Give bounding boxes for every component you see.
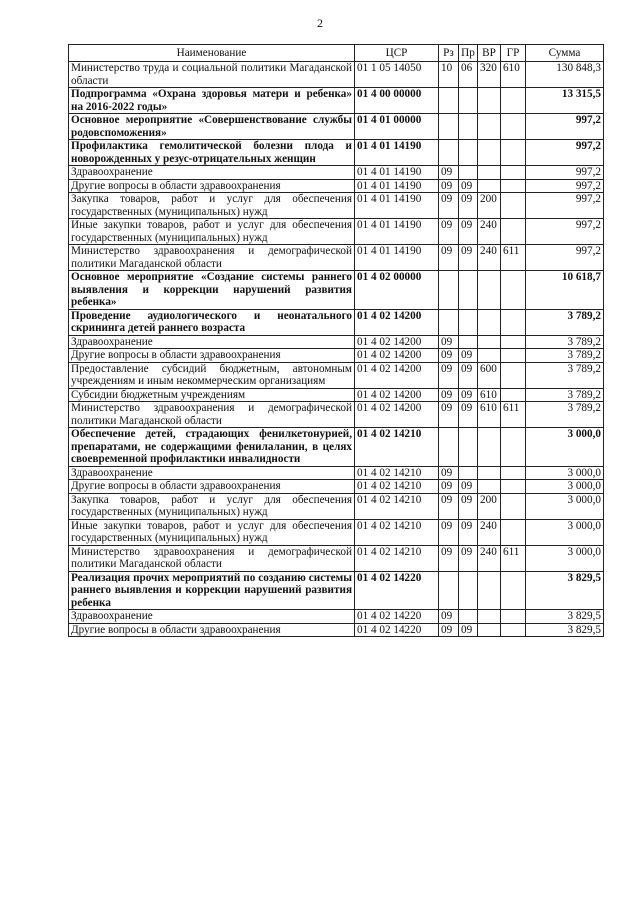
name-cell: Другие вопросы в области здравоохранения <box>69 179 355 193</box>
vr-cell <box>478 610 501 624</box>
sum-cell: 13 315,5 <box>526 88 604 114</box>
vr-cell: 240 <box>478 245 501 271</box>
gr-cell <box>501 335 526 349</box>
sum-cell: 3 789,2 <box>526 362 604 388</box>
vr-cell <box>478 349 501 363</box>
table-row <box>69 166 604 180</box>
rz-cell: 09 <box>439 193 459 219</box>
table-row <box>69 493 604 519</box>
table-row <box>69 388 604 402</box>
vr-cell: 200 <box>478 193 501 219</box>
table-row <box>69 271 604 310</box>
sum-cell: 997,2 <box>526 245 604 271</box>
column-header-name: Наименование <box>69 45 355 62</box>
vr-cell <box>478 335 501 349</box>
code-cell: 01 1 05 14050 <box>355 62 439 88</box>
rz-cell: 09 <box>439 480 459 494</box>
sum-cell: 3 000,0 <box>526 428 604 467</box>
code-cell: 01 4 02 14200 <box>355 402 439 428</box>
pr-cell <box>459 166 478 180</box>
name-cell: Подпрограмма «Охрана здоровья матери и ребенка» на 2016-2022 годы» <box>69 88 355 114</box>
gr-cell <box>501 480 526 494</box>
sum-cell: 3 789,2 <box>526 349 604 363</box>
vr-cell: 600 <box>478 362 501 388</box>
code-cell: 01 4 02 14200 <box>355 309 439 335</box>
gr-cell <box>501 114 526 140</box>
gr-cell <box>501 219 526 245</box>
name-cell: Иные закупки товаров, работ и услуг для обеспечения государственных (муниципальных) нужд <box>69 519 355 545</box>
rz-cell: 09 <box>439 219 459 245</box>
code-cell: 01 4 02 14210 <box>355 466 439 480</box>
code-cell: 01 4 02 14210 <box>355 428 439 467</box>
rz-cell <box>439 140 459 166</box>
pr-cell <box>459 571 478 610</box>
code-cell: 01 4 01 14190 <box>355 140 439 166</box>
table-row <box>69 309 604 335</box>
name-cell: Реализация прочих мероприятий по созданию системы раннего выявления и коррекции нарушений развития ребенка <box>69 571 355 610</box>
vr-cell <box>478 166 501 180</box>
pr-cell: 09 <box>459 219 478 245</box>
gr-cell: 611 <box>501 545 526 571</box>
vr-cell <box>478 623 501 637</box>
sum-cell: 3 789,2 <box>526 388 604 402</box>
code-cell: 01 4 02 14200 <box>355 362 439 388</box>
pr-cell <box>459 114 478 140</box>
gr-cell: 610 <box>501 62 526 88</box>
name-cell: Министерство здравоохранения и демографической политики Магаданской области <box>69 245 355 271</box>
name-cell: Закупка товаров, работ и услуг для обеспечения государственных (муниципальных) нужд <box>69 493 355 519</box>
name-cell: Закупка товаров, работ и услуг для обеспечения государственных (муниципальных) нужд <box>69 193 355 219</box>
gr-cell <box>501 388 526 402</box>
table-row <box>69 219 604 245</box>
name-cell: Здравоохранение <box>69 335 355 349</box>
rz-cell: 09 <box>439 179 459 193</box>
name-cell: Основное мероприятие «Совершенствование службы родовспоможения» <box>69 114 355 140</box>
rz-cell <box>439 428 459 467</box>
pr-cell <box>459 271 478 310</box>
rz-cell: 09 <box>439 349 459 363</box>
table-row <box>69 519 604 545</box>
pr-cell: 09 <box>459 402 478 428</box>
name-cell: Другие вопросы в области здравоохранения <box>69 349 355 363</box>
gr-cell <box>501 493 526 519</box>
sum-cell: 3 000,0 <box>526 519 604 545</box>
sum-cell: 10 618,7 <box>526 271 604 310</box>
name-cell: Предоставление субсидий бюджетным, автономным учреждениям и иным некоммерческим организациям <box>69 362 355 388</box>
table-row <box>69 245 604 271</box>
table-row <box>69 140 604 166</box>
gr-cell <box>501 623 526 637</box>
page-number: 2 <box>317 16 323 30</box>
table-row <box>69 623 604 637</box>
vr-cell: 240 <box>478 219 501 245</box>
gr-cell <box>501 610 526 624</box>
table-row <box>69 428 604 467</box>
sum-cell: 3 789,2 <box>526 335 604 349</box>
column-header-pr: Пр <box>459 45 478 62</box>
table-row <box>69 480 604 494</box>
rz-cell: 09 <box>439 245 459 271</box>
pr-cell: 09 <box>459 493 478 519</box>
table-row <box>69 62 604 88</box>
table-row <box>69 114 604 140</box>
vr-cell <box>478 140 501 166</box>
name-cell: Иные закупки товаров, работ и услуг для обеспечения государственных (муниципальных) нужд <box>69 219 355 245</box>
sum-cell: 997,2 <box>526 193 604 219</box>
pr-cell: 09 <box>459 388 478 402</box>
gr-cell <box>501 362 526 388</box>
name-cell: Здравоохранение <box>69 610 355 624</box>
pr-cell: 09 <box>459 245 478 271</box>
gr-cell <box>501 179 526 193</box>
pr-cell: 09 <box>459 623 478 637</box>
pr-cell: 09 <box>459 519 478 545</box>
name-cell: Министерство здравоохранения и демографической политики Магаданской области <box>69 545 355 571</box>
gr-cell <box>501 571 526 610</box>
rz-cell: 09 <box>439 362 459 388</box>
sum-cell: 3 829,5 <box>526 623 604 637</box>
code-cell: 01 4 02 14210 <box>355 493 439 519</box>
pr-cell: 09 <box>459 179 478 193</box>
pr-cell <box>459 335 478 349</box>
gr-cell <box>501 193 526 219</box>
gr-cell <box>501 349 526 363</box>
code-cell: 01 4 01 14190 <box>355 179 439 193</box>
code-cell: 01 4 02 14220 <box>355 610 439 624</box>
table-row <box>69 362 604 388</box>
pr-cell: 09 <box>459 349 478 363</box>
gr-cell <box>501 271 526 310</box>
code-cell: 01 4 01 14190 <box>355 193 439 219</box>
gr-cell: 611 <box>501 245 526 271</box>
vr-cell <box>478 466 501 480</box>
table-row <box>69 349 604 363</box>
table-row <box>69 466 604 480</box>
rz-cell: 09 <box>439 610 459 624</box>
rz-cell: 10 <box>439 62 459 88</box>
rz-cell: 09 <box>439 545 459 571</box>
sum-cell: 3 789,2 <box>526 402 604 428</box>
code-cell: 01 4 02 14200 <box>355 335 439 349</box>
code-cell: 01 4 02 14220 <box>355 623 439 637</box>
pr-cell: 09 <box>459 362 478 388</box>
vr-cell: 610 <box>478 402 501 428</box>
table-row <box>69 610 604 624</box>
vr-cell <box>478 309 501 335</box>
column-header-gr: ГР <box>501 45 526 62</box>
table-row <box>69 179 604 193</box>
sum-cell: 3 789,2 <box>526 309 604 335</box>
pr-cell: 09 <box>459 545 478 571</box>
rz-cell: 09 <box>439 493 459 519</box>
vr-cell <box>478 114 501 140</box>
vr-cell: 240 <box>478 545 501 571</box>
table-row <box>69 193 604 219</box>
name-cell: Проведение аудиологического и неонатального скрининга детей раннего возраста <box>69 309 355 335</box>
pr-cell: 06 <box>459 62 478 88</box>
sum-cell: 997,2 <box>526 179 604 193</box>
table-row <box>69 402 604 428</box>
rz-cell: 09 <box>439 388 459 402</box>
vr-cell: 240 <box>478 519 501 545</box>
vr-cell <box>478 480 501 494</box>
vr-cell <box>478 179 501 193</box>
sum-cell: 130 848,3 <box>526 62 604 88</box>
code-cell: 01 4 01 14190 <box>355 166 439 180</box>
pr-cell <box>459 140 478 166</box>
code-cell: 01 4 02 14210 <box>355 519 439 545</box>
gr-cell: 611 <box>501 402 526 428</box>
name-cell: Субсидии бюджетным учреждениям <box>69 388 355 402</box>
gr-cell <box>501 466 526 480</box>
name-cell: Другие вопросы в области здравоохранения <box>69 480 355 494</box>
vr-cell: 610 <box>478 388 501 402</box>
column-header-vr: ВР <box>478 45 501 62</box>
name-cell: Здравоохранение <box>69 166 355 180</box>
name-cell: Другие вопросы в области здравоохранения <box>69 623 355 637</box>
code-cell: 01 4 02 14210 <box>355 480 439 494</box>
gr-cell <box>501 519 526 545</box>
column-header-rz: Рз <box>439 45 459 62</box>
rz-cell: 09 <box>439 623 459 637</box>
gr-cell <box>501 88 526 114</box>
sum-cell: 3 000,0 <box>526 466 604 480</box>
pr-cell: 09 <box>459 480 478 494</box>
vr-cell <box>478 571 501 610</box>
rz-cell <box>439 309 459 335</box>
vr-cell <box>478 88 501 114</box>
name-cell: Здравоохранение <box>69 466 355 480</box>
gr-cell <box>501 166 526 180</box>
rz-cell <box>439 88 459 114</box>
code-cell: 01 4 01 00000 <box>355 114 439 140</box>
code-cell: 01 4 02 14220 <box>355 571 439 610</box>
sum-cell: 3 829,5 <box>526 610 604 624</box>
table-row <box>69 88 604 114</box>
table-row <box>69 545 604 571</box>
pr-cell <box>459 610 478 624</box>
vr-cell <box>478 271 501 310</box>
rz-cell: 09 <box>439 402 459 428</box>
budget-table <box>68 44 604 637</box>
pr-cell <box>459 466 478 480</box>
sum-cell: 997,2 <box>526 114 604 140</box>
vr-cell: 200 <box>478 493 501 519</box>
vr-cell <box>478 428 501 467</box>
column-header-sum: Сумма <box>526 45 604 62</box>
gr-cell <box>501 428 526 467</box>
code-cell: 01 4 01 14190 <box>355 219 439 245</box>
table-header <box>69 45 604 62</box>
rz-cell <box>439 114 459 140</box>
rz-cell: 09 <box>439 166 459 180</box>
rz-cell: 09 <box>439 466 459 480</box>
table-row <box>69 571 604 610</box>
sum-cell: 997,2 <box>526 166 604 180</box>
rz-cell <box>439 271 459 310</box>
gr-cell <box>501 140 526 166</box>
pr-cell <box>459 309 478 335</box>
sum-cell: 3 000,0 <box>526 493 604 519</box>
table-body <box>69 62 604 637</box>
pr-cell <box>459 88 478 114</box>
code-cell: 01 4 02 14200 <box>355 349 439 363</box>
name-cell: Министерство здравоохранения и демографической политики Магаданской области <box>69 402 355 428</box>
sum-cell: 997,2 <box>526 140 604 166</box>
sum-cell: 3 829,5 <box>526 571 604 610</box>
gr-cell <box>501 309 526 335</box>
name-cell: Обеспечение детей, страдающих фенилкетонурией, препаратами, не содержащими фенилаланин, в целях своевременной профилактики инвалидности <box>69 428 355 467</box>
rz-cell <box>439 571 459 610</box>
pr-cell: 09 <box>459 193 478 219</box>
code-cell: 01 4 02 00000 <box>355 271 439 310</box>
sum-cell: 3 000,0 <box>526 545 604 571</box>
name-cell: Министерство труда и социальной политики Магаданской области <box>69 62 355 88</box>
column-header-code: ЦСР <box>355 45 439 62</box>
name-cell: Профилактика гемолитической болезни плода и новорожденных у резус-отрицательных женщин <box>69 140 355 166</box>
sum-cell: 997,2 <box>526 219 604 245</box>
rz-cell: 09 <box>439 335 459 349</box>
vr-cell: 320 <box>478 62 501 88</box>
rz-cell: 09 <box>439 519 459 545</box>
table-row <box>69 335 604 349</box>
code-cell: 01 4 01 14190 <box>355 245 439 271</box>
pr-cell <box>459 428 478 467</box>
code-cell: 01 4 00 00000 <box>355 88 439 114</box>
code-cell: 01 4 02 14200 <box>355 388 439 402</box>
sum-cell: 3 000,0 <box>526 480 604 494</box>
name-cell: Основное мероприятие «Создание системы раннего выявления и коррекции нарушений развития ребенка» <box>69 271 355 310</box>
code-cell: 01 4 02 14210 <box>355 545 439 571</box>
